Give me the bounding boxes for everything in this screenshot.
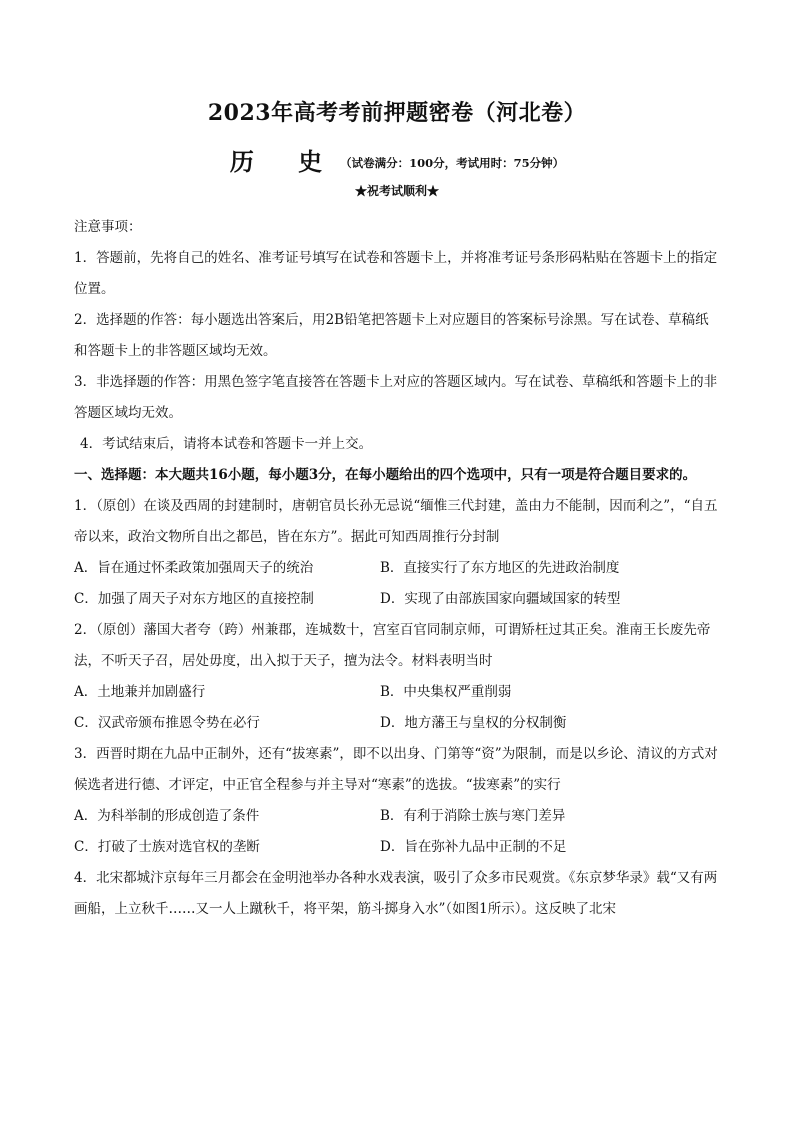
options-row (74, 677, 722, 708)
answer-option: A．旨在通过怀柔政策加强周天子的统治 (74, 560, 314, 576)
note-item: 4．考试结束后，请将本试卷和答题卡一并上交。 (80, 436, 373, 452)
subject-name: 历 史 (229, 147, 341, 176)
answer-option: B．有利于消除士族与寒门差异 (380, 808, 566, 824)
answer-option: C．加强了周天子对东方地区的直接控制 (74, 591, 314, 607)
answer-option: C．打破了士族对选官权的垄断 (74, 839, 260, 855)
answer-option: A．为科举制的形成创造了条件 (74, 808, 260, 824)
exam-body (74, 212, 722, 925)
good-luck-line: ★祝考试顺利★ (354, 184, 439, 198)
options-row (74, 708, 722, 739)
question-stem: 4．北宋都城汴京每年三月都会在金明池举办各种水戏表演，吸引了众多市民观赏。《东京梦华录》载“又有两画船，上立秋千……又一人上蹴秋千，将平架，筋斗掷身入水”（如图1所示）。这反映了北宋 (74, 870, 718, 917)
answer-option: C．汉武帝颁布推恩令势在必行 (74, 715, 260, 731)
question-stem: 1．（原创）在谈及西周的封建制时，唐朝官员长孙无忌说“缅惟三代封建，盖由力不能制，因而利之”，“自五帝以来，政治文物所自出之都邑，皆在东方”。据此可知西周推行分封制 (74, 498, 718, 545)
exam-title: 2023年高考考前押题密卷（河北卷） (207, 100, 587, 126)
answer-option: B．直接实行了东方地区的先进政治制度 (380, 560, 620, 576)
options-row (74, 553, 722, 584)
answer-option: D．实现了由部族国家向疆域国家的转型 (380, 591, 621, 607)
options-row (74, 832, 722, 863)
options-row (74, 801, 722, 832)
options-row (74, 584, 722, 615)
subject-line (0, 142, 794, 177)
answer-option: A．土地兼并加剧盛行 (74, 684, 206, 700)
answer-option: D．地方藩王与皇权的分权制衡 (380, 715, 567, 731)
section-heading: 一、选择题：本大题共16小题，每小题3分，在每小题给出的四个选项中，只有一项是符合题目要求的。 (74, 467, 697, 483)
exam-info: （试卷满分：100分，考试用时：75分钟） (340, 156, 565, 170)
note-item: 2．选择题的作答：每小题选出答案后，用2B铅笔把答题卡上对应题目的答案标号涂黑。写在试卷、草稿纸和答题卡上的非答题区域均无效。 (74, 312, 709, 359)
note-item: 3．非选择题的作答：用黑色签字笔直接答在答题卡上对应的答题区域内。写在试卷、草稿纸和答题卡上的非答题区域均无效。 (74, 374, 718, 421)
answer-option: B．中央集权严重削弱 (380, 684, 512, 700)
notes-heading: 注意事项： (74, 219, 142, 235)
question-stem: 2．（原创）藩国大者夸（跨）州兼郡，连城数十，宫室百官同制京师，可谓矫枉过其正矣。淮南王长废先帝法，不听天子召，居处毋度，出入拟于天子，擅为法令。材料表明当时 (74, 622, 711, 669)
note-item: 1．答题前，先将自己的姓名、准考证号填写在试卷和答题卡上，并将准考证号条形码粘贴在答题卡上的指定位置。 (74, 250, 718, 297)
answer-option: D．旨在弥补九品中正制的不足 (380, 839, 567, 855)
question-stem: 3．西晋时期在九品中正制外，还有“拔寒素”，即不以出身、门第等“资”为限制，而是以乡论、清议的方式对候选者进行德、才评定，中正官全程参与并主导对“寒素”的选拔。“拔寒素”的实行 (74, 746, 718, 793)
